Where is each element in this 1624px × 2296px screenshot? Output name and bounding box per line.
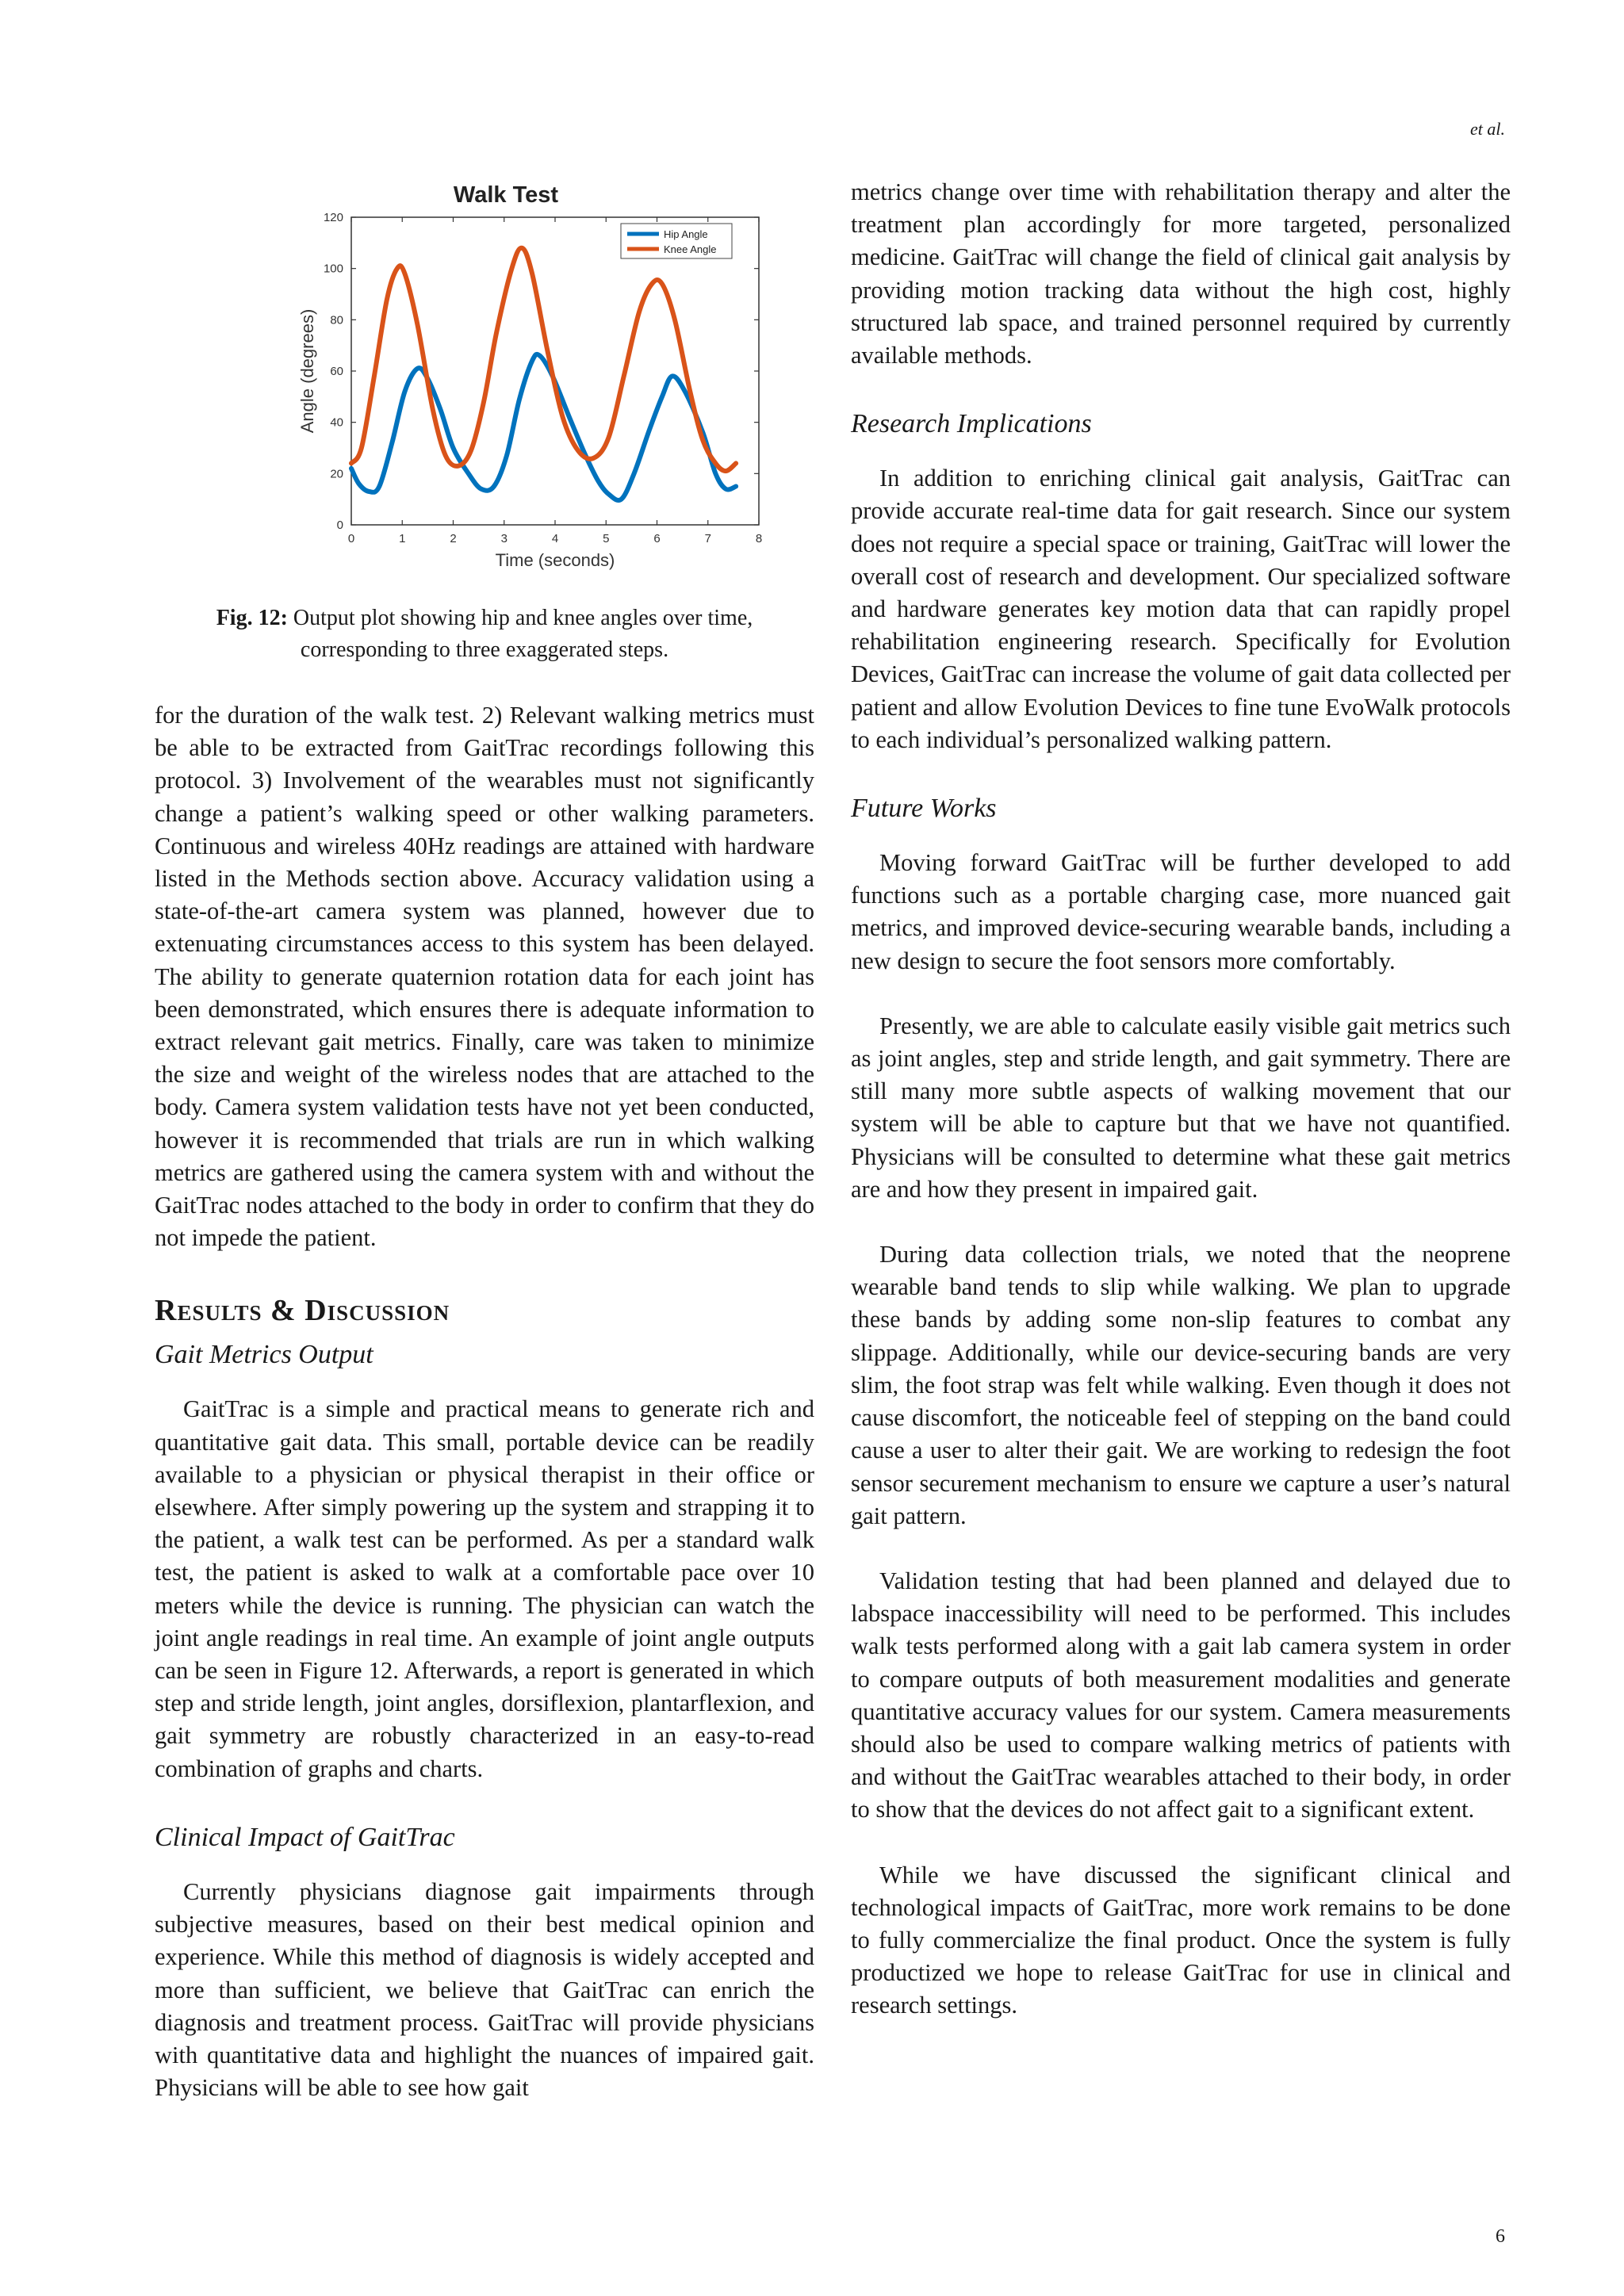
x-tick-label: 4 <box>551 532 559 545</box>
caption-line-1: Output plot showing hip and knee angles over time, <box>293 606 753 630</box>
subheading-future-works: Future Works <box>851 794 997 824</box>
subheading-clinical-impact: Clinical Impact of GaitTrac <box>155 1822 455 1852</box>
x-tick-label: 2 <box>450 532 457 545</box>
paragraph-future-1: Moving forward GaitTrac will be further developed to add functions such as a portable charging case, more nuanced gait metrics, and improved device-securing wearable bands, including a new design to secure the foot sensors more comfortably. <box>851 849 1511 974</box>
x-tick-label: 1 <box>399 532 406 545</box>
left-column <box>155 699 814 2104</box>
chart-title: Walk Test <box>453 182 559 208</box>
y-tick-label: 60 <box>330 365 343 378</box>
y-tick-label: 100 <box>323 262 343 276</box>
y-tick-label: 20 <box>330 467 343 481</box>
section-heading-results: Results & Discussion <box>155 1294 450 1328</box>
legend-label: Hip Angle <box>664 228 708 240</box>
figure-label: Fig. 12: <box>216 606 288 630</box>
caption-line-2: corresponding to three exaggerated steps. <box>300 637 669 662</box>
subheading-gait-metrics: Gait Metrics Output <box>155 1340 373 1370</box>
x-tick-label: 7 <box>704 532 711 545</box>
x-tick-label: 3 <box>500 532 508 545</box>
x-tick-label: 0 <box>347 532 355 545</box>
figure-caption <box>155 603 814 666</box>
y-tick-label: 40 <box>330 415 343 430</box>
paragraph-future-2: Presently, we are able to calculate easily visible gait metrics such as joint angles, step and stride length, and gait symmetry. There are still many more subtle aspects of walking movement that our system will be able to capture but that we have not quantified. Physicians will be consulted to determine what these gait metrics are and how they present in impaired gait. <box>851 1012 1511 1203</box>
figure-12 <box>155 176 814 666</box>
paragraph-gait-metrics: GaitTrac is a simple and practical means to generate rich and quantitative gait data. This small, portable device can be readily available to a physician or physical therapist in their office or elsewhere. After simply powering up the system and strapping it to the patient, a walk test can be performed. As per a standard walk test, the patient is asked to walk at a comfortable pace over 10 meters while the device is running. The physician can watch the joint angle readings in real time. An example of joint angle outputs can be seen in Figure 12. Afterwards, a report is generated in which step and stride length, joint angles, dorsiflexion, plantarflexion, and gait symmetry are robustly characterized in an easy-to-read combination of graphs and charts. <box>155 1395 814 1782</box>
paragraph-research: In addition to enriching clinical gait analysis, GaitTrac can provide accurate real-time data for gait research. Since our system does not require a special space or training, GaitTrac will lower the overall cost of research and development. Our specialized software and hardware generates key motion data that can rapidly propel rehabilitation engineering research. Specifically for Evolution Devices, GaitTrac can increase the volume of gait data collected per patient and allow Evolution Devices to fine tune EvoWalk protocols to each individual’s personalized walking pattern. <box>851 465 1511 753</box>
y-axis-label: Angle (degrees) <box>297 308 317 434</box>
chart-legend <box>621 224 732 258</box>
paragraph-future-3: During data collection trials, we noted that the neoprene wearable band tends to slip while walking. We plan to upgrade these bands by adding some non-slip features to combat any slippage. Additionally, while our device-securing bands are very slim, the foot strap was felt while walking. Even though it does not cause discomfort, the noticeable feel of stepping on the band could cause a user to alter their gait. We are working to redesign the foot sensor securement mechanism to ensure we capture a user’s natural gait pattern. <box>851 1241 1511 1529</box>
paragraph-future-5: While we have discussed the significant clinical and technological impacts of GaitTrac, more work remains to be done to fully commercialize the final product. Once the system is fully productized we hope to release GaitTrac for use in clinical and research settings. <box>851 1861 1511 2019</box>
y-tick-label: 0 <box>336 519 343 532</box>
walk-test-chart <box>226 176 763 572</box>
paragraph-future-4: Validation testing that had been planned and delayed due to labspace inaccessibility will need to be performed. This includes walk tests performed along with a gait lab camera system in order to compare outputs of both measurement modalities and generate quantitative accuracy values for our system. Camera measurements should also be used to compare walking metrics of patients with and without the GaitTrac wearables attached to their body, in order to show that the devices do not affect gait to a significant extent. <box>851 1567 1511 1823</box>
paragraph-continued: metrics change over time with rehabilitation therapy and alter the treatment plan accordingly for more targeted, personalized medicine. GaitTrac will change the field of clinical gait analysis by providing motion tracking data without the high cost, highly structured lab space, and trained personnel required by currently available methods. <box>851 178 1511 369</box>
y-tick-label: 120 <box>323 211 343 224</box>
y-tick-label: 80 <box>330 313 343 327</box>
running-head: et al. <box>1470 119 1505 139</box>
legend-label: Knee Angle <box>664 243 717 255</box>
page-number: 6 <box>1496 2226 1505 2247</box>
x-tick-label: 6 <box>653 532 661 545</box>
paragraph-clinical-impact: Currently physicians diagnose gait impairments through subjective measures, based on their best medical opinion and experience. While this method of diagnosis is widely accepted and more than sufficient, we believe that GaitTrac can enrich the diagnosis and treatment process. GaitTrac will provide physicians with quantitative data and highlight the nuances of impaired gait. Physicians will be able to see how gait <box>155 1877 814 2102</box>
paragraph-protocol: for the duration of the walk test. 2) Relevant walking metrics must be able to be extracted from GaitTrac recordings following this protocol. 3) Involvement of the wearables must not significantly change a patient’s walking speed or other walking parameters. Continuous and wireless 40Hz readings are attained with hardware listed in the Methods section above. Accuracy validation using a state-of-the-art camera system was planned, however due to extenuating circumstances access to this system has been delayed. The ability to generate quaternion rotation data for each joint has been demonstrated, which ensures there is adequate information to extract relevant gait metrics. Finally, care was taken to minimize the size and weight of the wireless nodes that are attached to the body. Camera system validation tests have not yet been conducted, however it is recommended that trials are run in which walking metrics are gathered using the camera system with and without the GaitTrac nodes attached to the body in order to confirm that they do not impede the patient. <box>155 702 814 1252</box>
x-tick-label: 8 <box>755 532 763 545</box>
x-axis-label: Time (seconds) <box>495 550 615 570</box>
series-line-hip-angle <box>351 354 736 500</box>
x-tick-label: 5 <box>603 532 610 545</box>
subheading-research-implications: Research Implications <box>851 409 1092 439</box>
right-column <box>851 176 1511 2022</box>
